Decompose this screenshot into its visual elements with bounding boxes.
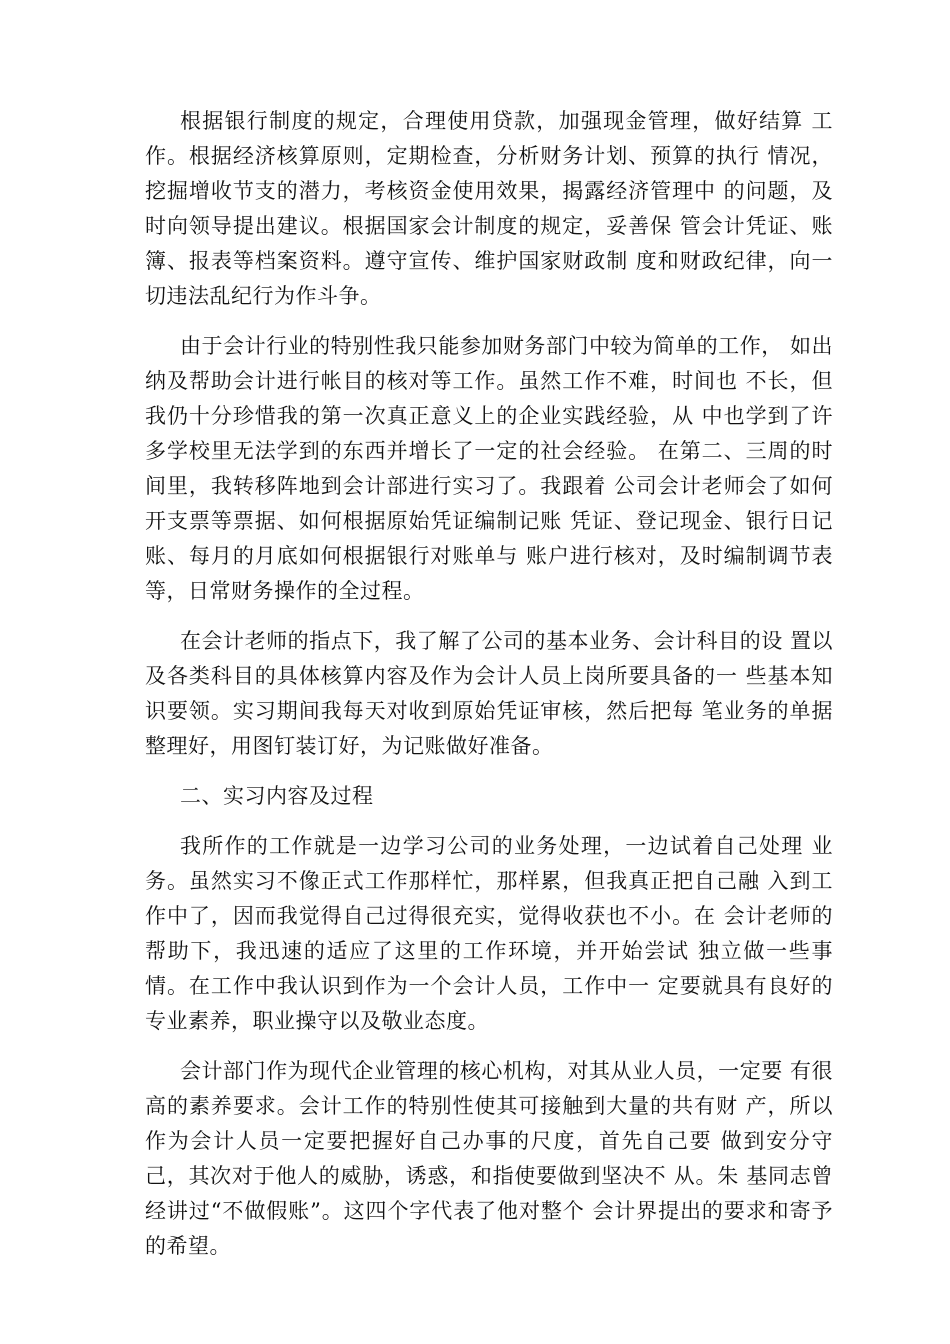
paragraph-3: 在会计老师的指点下，我了解了公司的基本业务、会计科目的设 置以及各类科目的具体核算内容及作为会计人员上岗所要具备的一 些基本知识要领。实习期间我每天对收到原始凭证审核，然后把每 笔业务的单据整理好，用图钉装订好，为记账做好准备。 xyxy=(145,629,833,758)
paragraph-1: 根据银行制度的规定，合理使用贷款，加强现金管理，做好结算 工作。根据经济核算原则，定期检查，分析财务计划、预算的执行 情况，挖掘增收节支的潜力，考核资金使用效果，揭露经济管理中 的问题，及时向领导提出建议。根据国家会计制度的规定，妥善保 管会计凭证、账簿、报表等档案资料。遵守宣传、维护国家财政制 度和财政纪律，向一切违法乱纪行为作斗争。 xyxy=(145,109,833,308)
paragraph-5: 会计部门作为现代企业管理的核心机构，对其从业人员，一定要 有很高的素养要求。会计工作的特别性使其可接触到大量的共有财 产，所以作为会计人员一定要把握好自己办事的尺度，首先自己要 做到安分守己，其次对于他人的威胁，诱惑，和指使要做到坚决不 从。朱 基同志曾经讲过“不做假账”。这四个字代表了他对整个 会计界提出的要求和寄予的希望。 xyxy=(145,1059,833,1258)
document-page xyxy=(145,104,833,1279)
section-heading: 二、实习内容及过程 xyxy=(180,784,374,808)
paragraph-2: 由于会计行业的特别性我只能参加财务部门中较为简单的工作， 如出纳及帮助会计进行帐目的核对等工作。虽然工作不难，时间也 不长，但我仍十分珍惜我的第一次真正意义上的企业实践经验，从 中也学到了许多学校里无法学到的东西并增长了一定的社会经验。 在第二、三周的时间里，我转移阵地到会计部进行实习了。我跟着 公司会计老师会了如何开支票等票据、如何根据原始凭证编制记账 凭证、登记现金、银行日记账、每月的月底如何根据银行对账单与 账户进行核对，及时编制调节表等，日常财务操作的全过程。 xyxy=(145,334,833,603)
paragraph-4: 我所作的工作就是一边学习公司的业务处理，一边试着自己处理 业务。虽然实习不像正式工作那样忙，那样累，但我真正把自己融 入到工作中了，因而我觉得自己过得很充实，觉得收获也不小。在 会计老师的帮助下，我迅速的适应了这里的工作环境，并开始尝试 独立做一些事情。在工作中我认识到作为一个会计人员，工作中一 定要就具有良好的专业素养，职业操守以及敬业态度。 xyxy=(145,834,833,1033)
